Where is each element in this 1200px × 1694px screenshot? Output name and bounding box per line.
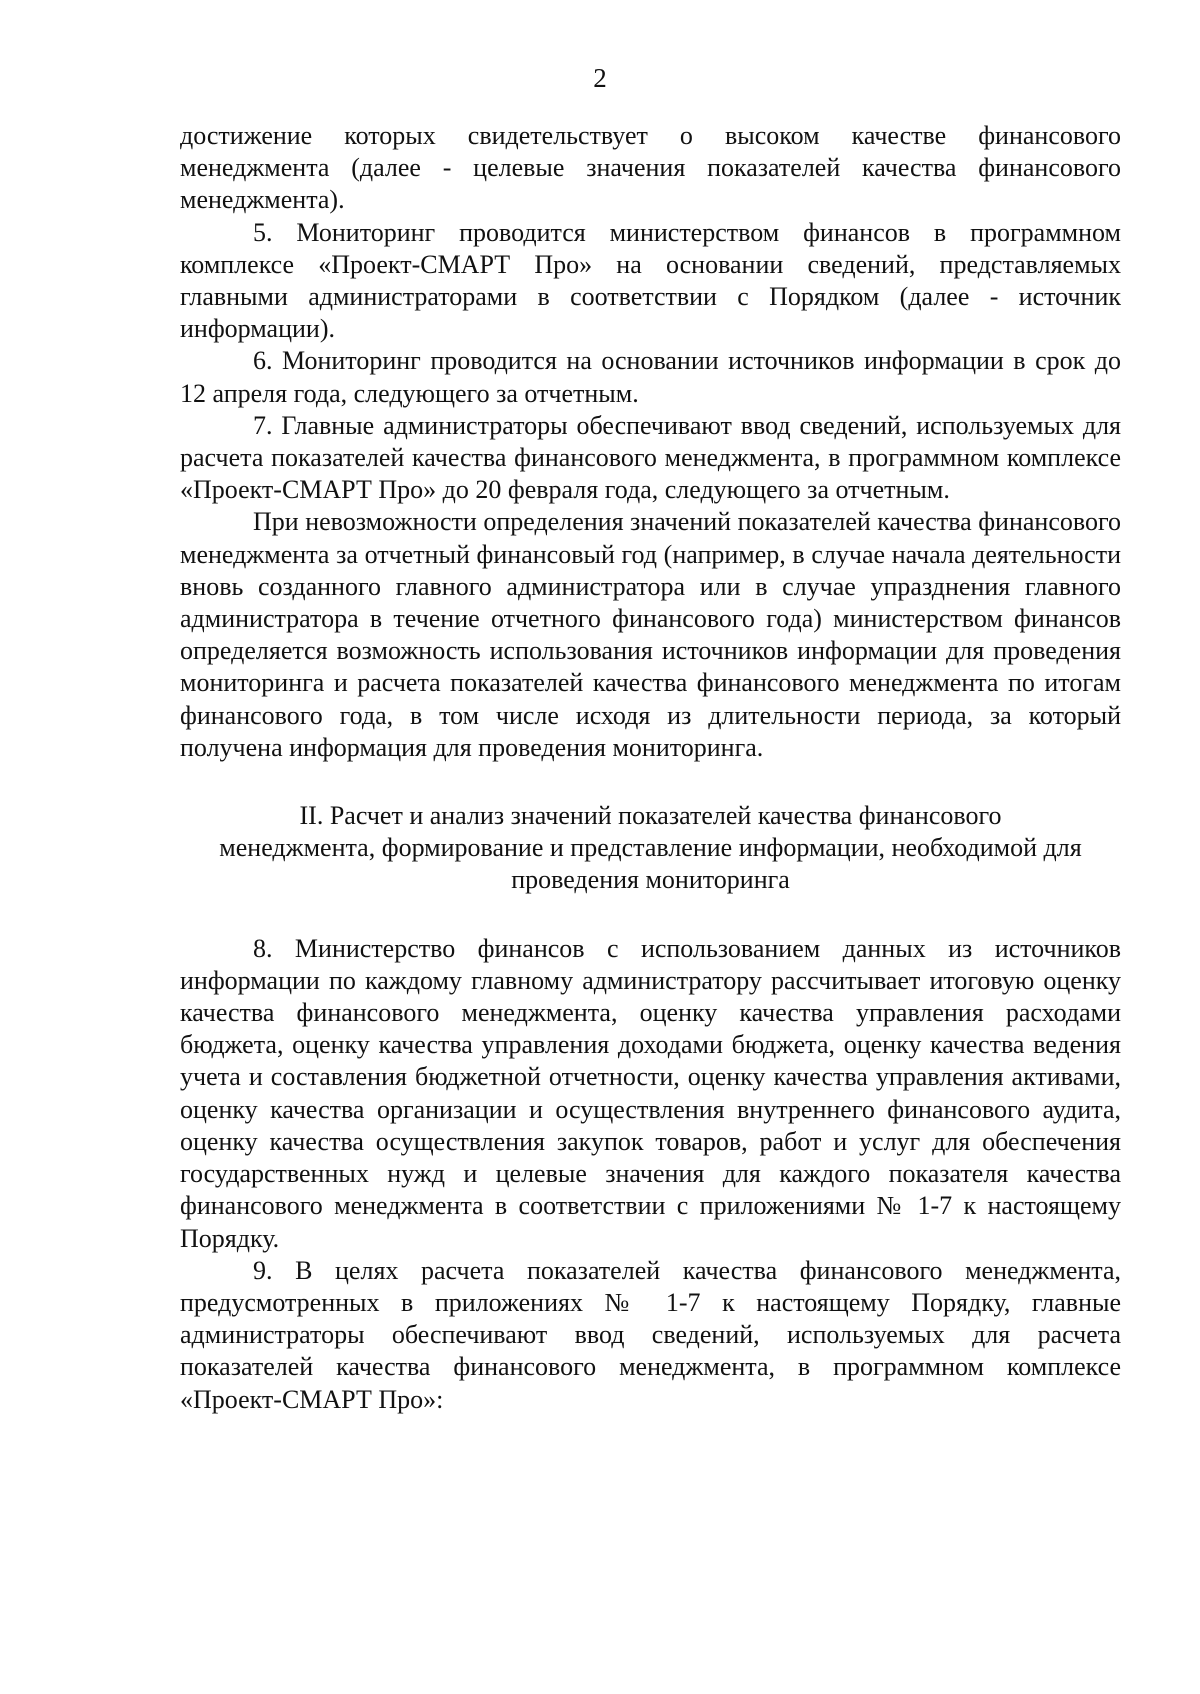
paragraph-8: 8. Министерство финансов с использованием данных из источников информации по каждому главному администратору рассчитывает итоговую оценку качества финансового менеджмента, оценку качества управления расходами бюджета, оценку качества управления доходами бюджета, оценку качества ведения учета и составления бюджетной отчетности, оценку качества управления активами, оценку качества организации и осуществления внутреннего финансового аудита, оценку качества осуществления закупок товаров, работ и услуг для обеспечения государственных нужд и целевые значения для каждого показателя качества финансового менеджмента в соответствии с приложениями № 1-7 к настоящему Порядку. bbox=[180, 933, 1121, 1253]
section-heading-line-2: менеджмента, формирование и представление информации, необходимой для bbox=[219, 833, 1082, 863]
document-body bbox=[180, 120, 1121, 1416]
paragraph-9: 9. В целях расчета показателей качества финансового менеджмента, предусмотренных в приложениях № 1-7 к настоящему Порядку, главные администраторы обеспечивают ввод сведений, используемых для расчета показателей качества финансового менеджмента, в программном комплексе «Проект-СМАРТ Про»: bbox=[180, 1255, 1121, 1414]
paragraph-7: 7. Главные администраторы обеспечивают ввод сведений, используемых для расчета показателей качества финансового менеджмента, в программном комплексе «Проект-СМАРТ Про» до 20 февраля года, следующего за отчетным. bbox=[180, 410, 1121, 505]
section-heading-line-1: II. Расчет и анализ значений показателей качества финансового bbox=[299, 801, 1002, 831]
paragraph-7-continued: При невозможности определения значений показателей качества финансового менеджмента за отчетный финансовый год (например, в случае начала деятельности вновь созданного главного администратора или в случае упразднения главного администратора в течение отчетного финансового года) министерством финансов определяется возможность использования источников информации для проведения мониторинга и расчета показателей качества финансового менеджмента по итогам финансового года, в том числе исходя из длительности периода, за который получена информация для проведения мониторинга. bbox=[180, 507, 1121, 762]
paragraph-continuation: достижение которых свидетельствует о высоком качестве финансового менеджмента (далее - целевые значения показателей качества финансового менеджмента). bbox=[180, 121, 1121, 215]
section-heading-line-3: проведения мониторинга bbox=[511, 865, 790, 895]
page-number: 2 bbox=[593, 63, 607, 93]
section-heading bbox=[180, 800, 1121, 897]
paragraph-6: 6. Мониторинг проводится на основании источников информации в срок до 12 апреля года, следующего за отчетным. bbox=[180, 346, 1121, 408]
paragraph-5: 5. Мониторинг проводится министерством финансов в программном комплексе «Проект-СМАРТ Про» на основании сведений, представляемых главными администраторами в соответствии с Порядком (далее - источник информации). bbox=[180, 217, 1121, 344]
